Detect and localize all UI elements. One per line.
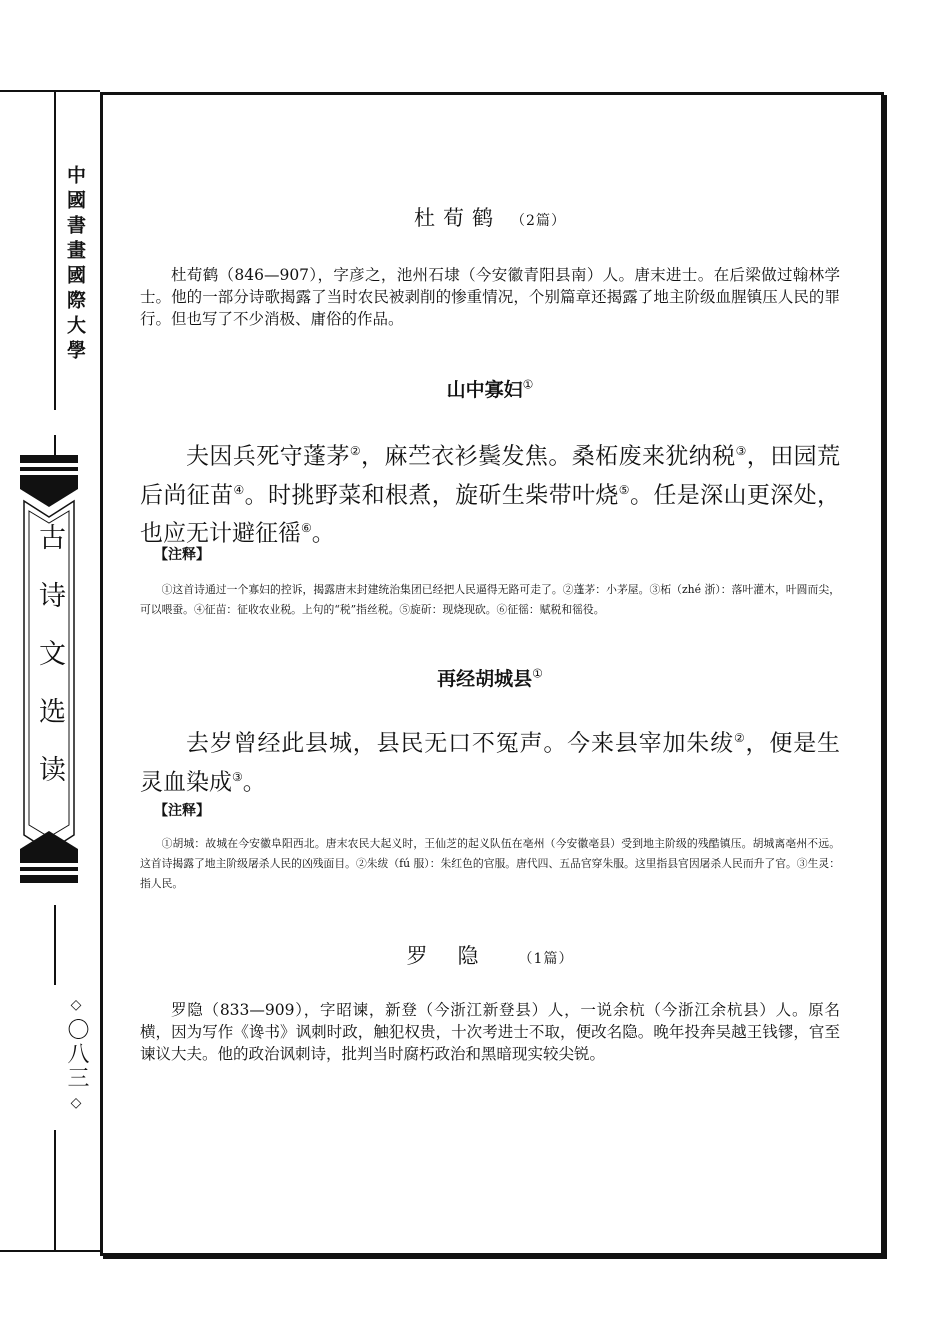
footnote-mark: ⑥: [301, 521, 312, 536]
poem-text: 。时挑野菜和根煮，旋斫生柴带叶烧: [244, 482, 619, 509]
notes-label: 【注释】: [154, 803, 210, 819]
notes-text: ①胡城：故城在今安徽阜阳西北。唐末农民大起义时，王仙芝的起义队伍在亳州（今安徽亳县）受到地主阶级的残酷镇压。胡城离亳州不远。这首诗揭露了地主阶级屠杀人民的凶残面目。②朱绂（fú 服）：朱红色的官服。唐代四、五品官穿朱服。这里指县官因屠杀人民而升了官。③生灵：指人民。: [140, 837, 840, 890]
page-number: [58, 994, 94, 1114]
poem-text: 。任是深山更深处，也应无计避征徭: [140, 482, 840, 547]
poem-title-text: 山中寡妇: [446, 379, 523, 401]
institution-name: 中國書畫國際大學: [64, 165, 86, 365]
footnote-mark: ①: [532, 666, 543, 681]
footnote-mark: ②: [349, 444, 362, 458]
footnote-mark: ①: [522, 377, 534, 392]
bottom-rule: [0, 1250, 100, 1252]
footnote-mark: ②: [733, 731, 746, 745]
poem-text: 。: [311, 520, 335, 547]
spine-divider-lower: [54, 905, 56, 985]
spine-divider-upper: [54, 92, 56, 410]
poem-text: ，田园荒后尚征苗: [140, 443, 841, 509]
book-title-badge: [20, 455, 78, 883]
footnote-mark: ⑤: [618, 482, 630, 497]
diamond-top-icon: ◇: [70, 997, 82, 1013]
diamond-bottom-icon: ◇: [70, 1095, 82, 1111]
poem-body: [140, 722, 840, 799]
spine-divider-mid: [54, 435, 56, 455]
author-name: 罗隐: [406, 944, 509, 968]
poem-count: （1篇）: [518, 951, 574, 967]
top-rule: [0, 90, 100, 92]
book-title: 古诗文选读: [34, 523, 65, 813]
poem-title: [140, 664, 840, 691]
footnote-mark: ③: [735, 444, 747, 458]
poem-title: [140, 375, 840, 402]
poem-text: ，便是生灵血染成: [140, 730, 841, 796]
poem-body: [140, 435, 840, 551]
poem-text: 去岁曾经此县城，县民无口不冤声。今来县宰加朱绂: [186, 730, 734, 757]
page-number-digits: 〇八三: [64, 1018, 89, 1090]
spine-divider-bottom: [54, 1130, 56, 1250]
author-heading-luo-yin: [140, 940, 840, 970]
author-bio: 杜荀鹤（846—907），字彦之，池州石埭（今安徽青阳县南）人。唐末进士。在后梁做过翰林学士。他的一部分诗歌揭露了当时农民被剥削的惨重情况，个别篇章还揭露了地主阶级血腥镇压人民的罪行。但也写了不少消极、庸俗的作品。: [140, 266, 840, 328]
poem-text: ，麻苎衣衫鬓发焦。桑柘废来犹纳税: [361, 443, 736, 470]
notes-label: 【注释】: [154, 547, 210, 563]
notes-text: ①这首诗通过一个寡妇的控诉，揭露唐末封建统治集团已经把人民逼得无路可走了。②蓬茅：小茅屋。③柘（zhé 浙）：落叶灌木，叶圆而尖，可以喂蚕。④征苗：征收农业税。上句的“税”指丝税。⑤旋斫：现烧现砍。⑥征徭：赋税和徭役。: [140, 583, 840, 616]
poem-text: 夫因兵死守蓬茅: [186, 443, 350, 470]
author-bio: 罗隐（833—909），字昭谏，新登（今浙江新登县）人，一说余杭（今浙江余杭县）人。原名横，因为写作《谗书》讽刺时政，触犯权贵，十次考进士不取，便改名隐。晚年投奔吴越王钱镠，官至谏议大夫。他的政治讽刺诗，批判当时腐朽政治和黑暗现实较尖锐。: [140, 1001, 840, 1063]
footnote-mark: ④: [233, 482, 245, 497]
author-heading-du-xunhe: [140, 202, 840, 232]
poem-count: （2篇）: [511, 213, 566, 229]
footnote-mark: ③: [232, 769, 243, 784]
author-name: 杜荀鹤: [414, 206, 502, 230]
poem-title-text: 再经胡城县: [437, 668, 533, 690]
poem-text: 。: [242, 769, 266, 796]
